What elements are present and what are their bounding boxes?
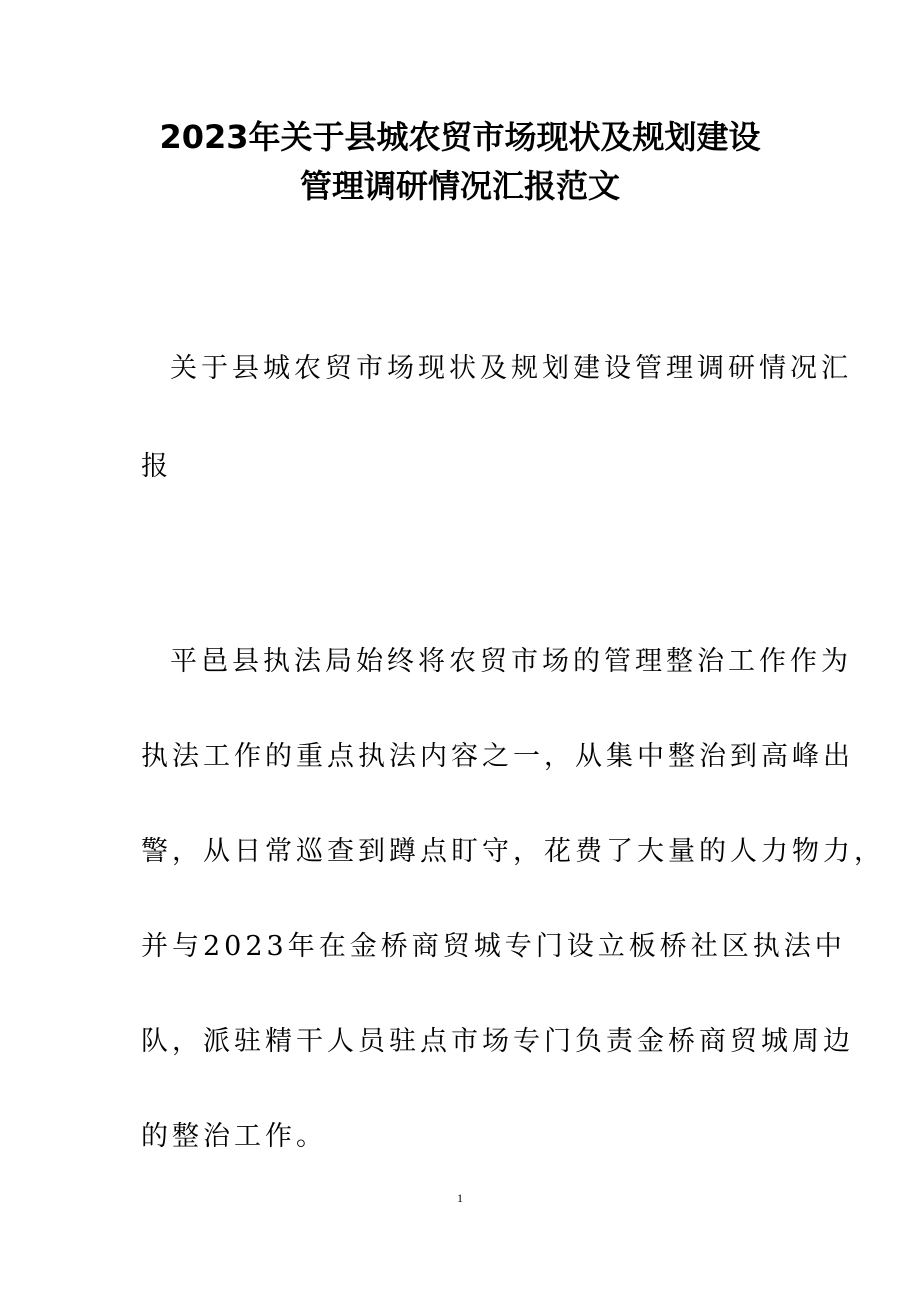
paragraph-line-2: 执法工作的重点执法内容之一，从集中整治到高峰出 bbox=[141, 741, 854, 772]
paragraph-line-6: 的整治工作。 bbox=[141, 1121, 327, 1152]
paragraph-line-5: 队，派驻精干人员驻点市场专门负责金桥商贸城周边 bbox=[141, 1026, 854, 1057]
subtitle-line-1: 关于县城农贸市场现状及规划建设管理调研情况汇 bbox=[170, 353, 852, 384]
paragraph-line-4: 并与2023年在金桥商贸城专门设立板桥社区执法中 bbox=[141, 931, 846, 962]
paragraph-line-3: 警，从日常巡查到蹲点盯守，花费了大量的人力物力， bbox=[141, 836, 885, 867]
subtitle-line-2: 报 bbox=[141, 451, 172, 482]
document-title-line-1: 2023年关于县城农贸市场现状及规划建设 bbox=[159, 118, 761, 156]
document-title-line-2: 管理调研情况汇报范文 bbox=[299, 167, 620, 205]
paragraph-line-1: 平邑县执法局始终将农贸市场的管理整治工作作为 bbox=[170, 646, 852, 677]
page-number: 1 bbox=[457, 1191, 463, 1205]
